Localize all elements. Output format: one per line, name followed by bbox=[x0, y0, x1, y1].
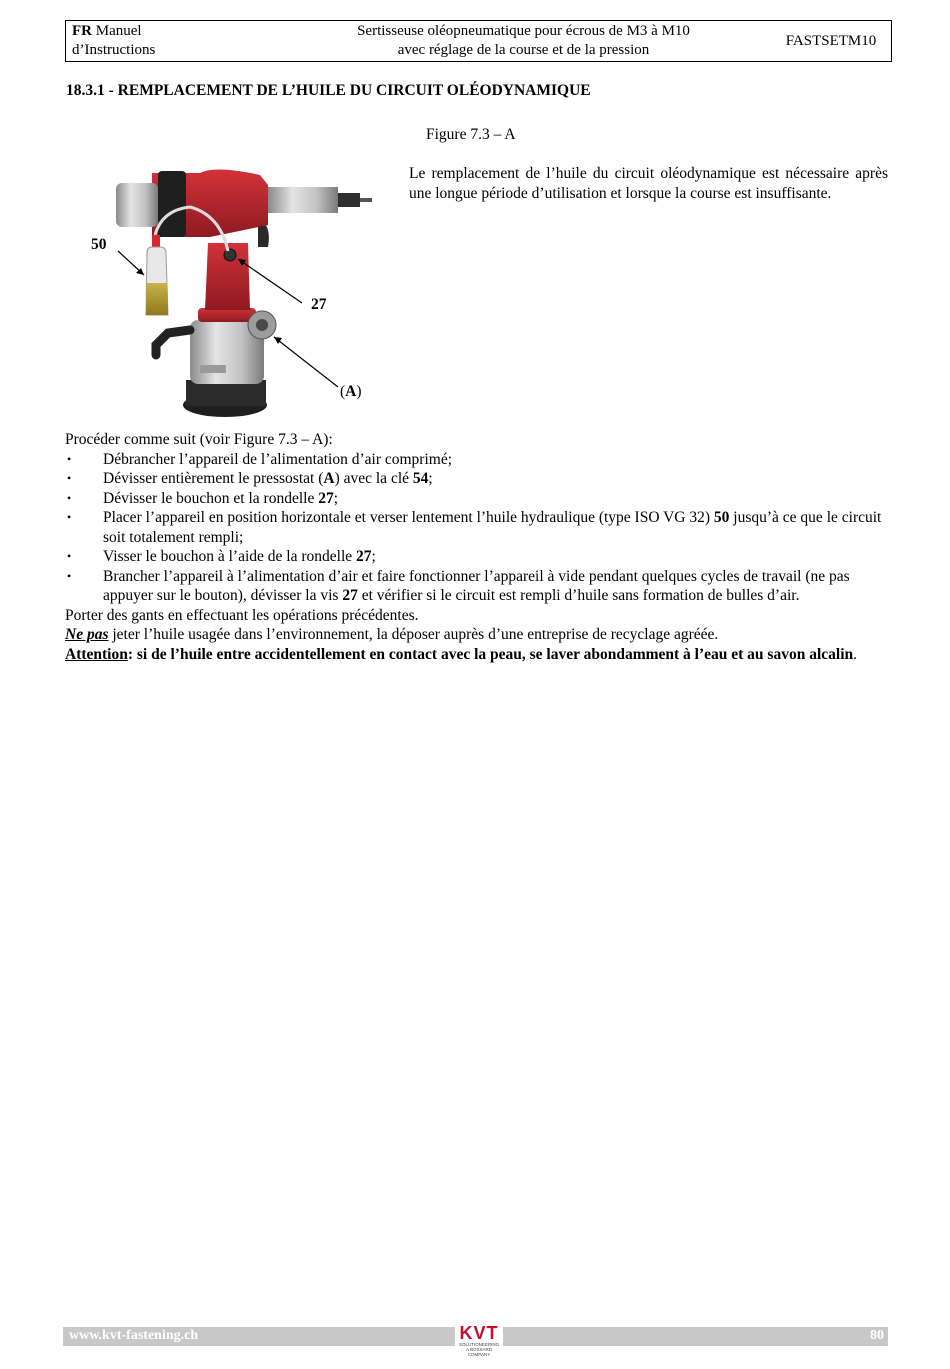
bottle-oil-level bbox=[146, 283, 168, 315]
procedure-intro: Procéder comme suit (voir Figure 7.3 – A): bbox=[65, 431, 333, 448]
warning-note: Attention: si de l’huile entre accidentellement en contact avec la peau, se laver abondamment à l’eau et au savon alcalin. bbox=[65, 645, 858, 663]
kvt-logo: KVT SOLUTIONEERING A BOSSARD COMPANY bbox=[455, 1324, 503, 1352]
disposal-note: Ne pas jeter l’huile usagée dans l’environnement, la déposer auprès d’une entreprise de recyclage agréée. bbox=[65, 626, 719, 643]
figure-label-50: 50 bbox=[91, 236, 107, 253]
figure-caption: Figure 7.3 – A bbox=[426, 126, 516, 143]
footer-url[interactable]: www.kvt-fastening.ch bbox=[69, 1328, 199, 1343]
header-instructions-word: d’Instructions bbox=[72, 42, 156, 58]
tool-nose bbox=[268, 187, 338, 213]
rear-cap bbox=[158, 171, 186, 237]
red-collar bbox=[198, 308, 256, 322]
step-item: • Dévisser entièrement le pressostat (A) avec la clé 54; bbox=[65, 469, 887, 489]
page-footer bbox=[63, 1323, 888, 1357]
step-item: • Placer l’appareil en position horizontale et verser lentement l’huile hydraulique (type ISO VG 32) 50 jusqu’à ce que le circuit soit totalement rempli; bbox=[65, 508, 887, 547]
bottle-cap bbox=[152, 235, 160, 247]
step-item: • Dévisser le bouchon et la rondelle 27; bbox=[65, 489, 887, 509]
header-title bbox=[276, 21, 771, 61]
page-header bbox=[65, 20, 892, 62]
step-item: • Débrancher l’appareil de l’alimentation d’air comprimé; bbox=[65, 450, 887, 470]
mandrel bbox=[360, 198, 372, 202]
intro-paragraph: Le remplacement de l’huile du circuit oléodynamique est nécessaire après une longue période d’utilisation et lorsque la course est insuffisante. bbox=[409, 165, 888, 202]
pressostat-center bbox=[256, 319, 268, 331]
step-item: • Brancher l’appareil à l’alimentation d’air et faire fonctionner l’appareil à vide pendant quelques cycles de travail (ne pas appuyer sur le bouton), dévisser la vis 27 et vérifier si le circuit est rempli d’huile sans formation de bulles d’air. bbox=[65, 567, 887, 606]
header-model: FASTSETM10 bbox=[785, 32, 877, 49]
header-doc-type bbox=[66, 21, 276, 61]
page-number: 80 bbox=[870, 1328, 884, 1343]
nose-tip bbox=[338, 193, 360, 207]
figure-label-27: 27 bbox=[311, 296, 327, 313]
header-language: FR bbox=[72, 23, 92, 39]
cylinder-label bbox=[200, 365, 226, 373]
header-manual-word: Manuel bbox=[92, 23, 142, 39]
tool-figure bbox=[90, 155, 390, 425]
header-title-line2: avec réglage de la course et de la pression bbox=[397, 42, 650, 58]
rear-cylinder bbox=[116, 183, 158, 227]
arrow-a bbox=[274, 337, 338, 387]
air-inlet-elbow bbox=[156, 330, 190, 355]
figure-label-a: (A) bbox=[340, 383, 362, 400]
gloves-note: Porter des gants en effectuant les opérations précédentes. bbox=[65, 606, 419, 624]
oil-screw bbox=[224, 249, 236, 261]
section-title: 18.3.1 - REMPLACEMENT DE L’HUILE DU CIRCUIT OLÉODYNAMIQUE bbox=[66, 82, 591, 99]
procedure-steps bbox=[65, 450, 887, 606]
procedure-block bbox=[65, 430, 887, 664]
step-item: • Visser le bouchon à l’aide de la rondelle 27; bbox=[65, 547, 887, 567]
header-title-line1: Sertisseuse oléopneumatique pour écrous de M3 à M10 bbox=[357, 23, 690, 39]
